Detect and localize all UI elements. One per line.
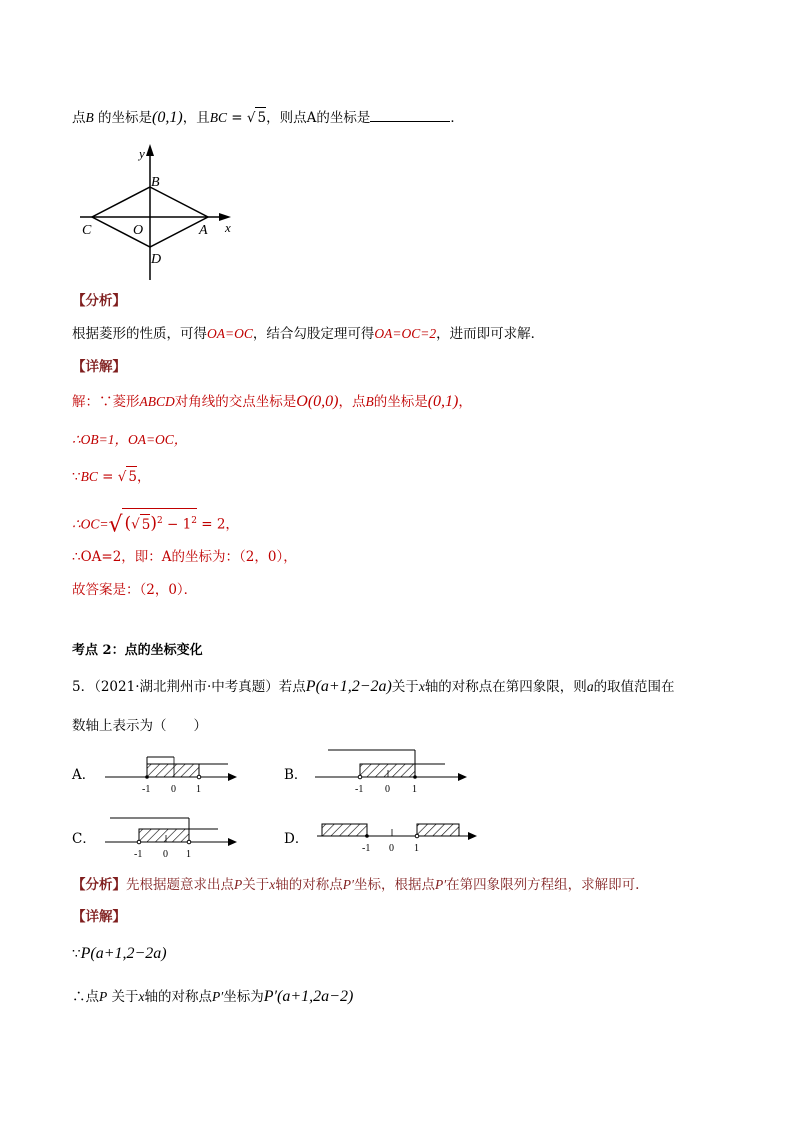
tick-label: 0 xyxy=(171,784,176,795)
arrow-icon xyxy=(458,773,467,781)
q4-text: 点 xyxy=(72,110,86,126)
text: ， xyxy=(136,469,151,485)
text: 对角线的交点坐标是 xyxy=(174,394,297,410)
q4-eq: = xyxy=(226,110,247,126)
tick-label: 1 xyxy=(196,784,201,795)
text: O xyxy=(296,393,308,410)
text: x xyxy=(269,877,276,892)
arrow-icon xyxy=(228,838,237,846)
text: (a+1,2a−2) xyxy=(277,988,354,1005)
q4-bc: BC xyxy=(209,110,227,125)
sqrt-icon: √ xyxy=(117,469,127,485)
detail1-line3 xyxy=(72,466,150,487)
option-a-numberline xyxy=(100,747,240,797)
tick-label: -1 xyxy=(134,849,143,860)
option-a-label: A． xyxy=(72,767,96,783)
text: 关于 xyxy=(107,989,139,1005)
tick-label: 1 xyxy=(186,849,191,860)
text: ，点 xyxy=(338,394,366,410)
text: (0,1) xyxy=(427,393,459,410)
red-text: OA=OC xyxy=(207,326,253,341)
q4-text: 的坐标是 xyxy=(93,110,153,126)
text: P xyxy=(99,989,108,1004)
analysis-tag: 【分析】 xyxy=(72,877,126,893)
red-text: OA=OC=2 xyxy=(374,326,437,341)
hatched-region-left xyxy=(322,824,367,836)
text: 关于 xyxy=(242,877,270,893)
label-c: C xyxy=(82,223,92,238)
tick-label: 1 xyxy=(414,843,419,854)
hatched-region xyxy=(139,829,189,842)
text: = 2 xyxy=(196,516,226,533)
detail2-line1 xyxy=(72,944,167,964)
tick-label: -1 xyxy=(355,784,364,795)
text: 解：∵菱形 xyxy=(72,394,140,410)
label-b: B xyxy=(151,175,160,190)
text: 轴的对称点 xyxy=(275,877,343,893)
option-b-label: B． xyxy=(284,767,308,783)
text: P′ xyxy=(212,989,224,1004)
sqrt-icon: √ xyxy=(108,512,123,538)
text: 坐标为 xyxy=(223,989,264,1005)
tick-label: 1 xyxy=(412,784,417,795)
text: ， xyxy=(225,516,239,533)
text: BC xyxy=(80,469,98,484)
text: P′ xyxy=(342,877,354,892)
detail2-line2 xyxy=(72,987,353,1007)
text: 5 xyxy=(126,466,137,487)
sqrt-icon: √ xyxy=(246,110,256,126)
text: 在第四象限列方程组，求解即可. xyxy=(446,877,640,893)
analysis1-text xyxy=(72,324,544,344)
tick-label: -1 xyxy=(362,843,371,854)
label-y: y xyxy=(139,146,145,161)
text: x xyxy=(418,679,425,694)
option-c-numberline xyxy=(100,812,240,862)
y-axis-arrow-icon xyxy=(146,144,154,156)
hatched-region xyxy=(147,764,199,777)
q4-point-b: B xyxy=(85,110,94,125)
detail1-line4 xyxy=(72,508,239,536)
answer-blank xyxy=(370,109,450,122)
text: P xyxy=(80,945,91,962)
text: ， xyxy=(458,394,472,410)
detail-tag: 【详解】 xyxy=(72,909,126,925)
sqrt-icon: √ xyxy=(131,516,140,533)
option-d-label: D． xyxy=(284,831,309,847)
text: 轴的对称点在第四象限，则 xyxy=(424,679,587,695)
label-x: x xyxy=(225,220,231,235)
text: 2 xyxy=(191,516,197,526)
arrow-icon xyxy=(468,832,477,840)
analysis2-line xyxy=(72,875,639,895)
text: P xyxy=(234,877,243,892)
text: 的取值范围在 xyxy=(593,679,675,695)
tick-label: -1 xyxy=(142,784,151,795)
text: 根据菱形的性质，可得 xyxy=(72,326,207,342)
text: ∴OC= xyxy=(72,516,109,532)
option-b-numberline xyxy=(310,740,470,797)
tick-label: 0 xyxy=(389,843,394,854)
analysis-tag: 【分析】 xyxy=(72,293,126,309)
text: P xyxy=(305,678,316,695)
text: 5．（2021·湖北荆州市·中考真题）若点 xyxy=(72,679,306,695)
text: 坐标，根据点 xyxy=(353,877,435,893)
text: ABCD xyxy=(139,394,175,409)
text: 的坐标是 xyxy=(373,394,428,410)
text: ，结合勾股定理可得 xyxy=(252,326,375,342)
text: 2 xyxy=(156,516,163,526)
text: − 1 xyxy=(162,516,192,533)
tick-label: 0 xyxy=(385,784,390,795)
option-d-numberline xyxy=(312,812,482,862)
detail1-line6: 故答案是：（2，0）． xyxy=(72,582,198,598)
q4-text: ，则点A的坐标是 xyxy=(266,110,371,126)
text: 先根据题意求出点 xyxy=(126,877,234,893)
q4-text: ，且 xyxy=(182,110,210,126)
text: (a+1,2−2a) xyxy=(315,678,392,695)
q4-sqrt5: 5 xyxy=(255,107,266,128)
text: = xyxy=(97,469,118,485)
tick-label: 0 xyxy=(163,849,168,860)
label-o: O xyxy=(133,223,144,238)
hatched-region xyxy=(360,764,415,777)
q4-line xyxy=(72,107,464,128)
q4-text: ． xyxy=(450,110,464,126)
detail1-line5: ∴OA=2，即：A的坐标为：（2，0）， xyxy=(72,549,297,565)
text: P′ xyxy=(434,877,447,892)
rhombus-diagram xyxy=(75,140,245,285)
text: (0,0) xyxy=(307,393,339,410)
text: B xyxy=(365,394,374,409)
text: 轴的对称点 xyxy=(144,989,213,1005)
text: P′ xyxy=(263,988,278,1005)
text: ，进而即可求解． xyxy=(436,326,545,342)
label-a: A xyxy=(199,223,208,238)
section-title: 考点 2：点的坐标变化 xyxy=(72,643,203,658)
label-d: D xyxy=(151,252,162,267)
text: a xyxy=(586,679,594,694)
arrow-icon xyxy=(228,773,237,781)
hatched-region-right xyxy=(417,824,459,836)
q5-line2: 数轴上表示为（ ） xyxy=(72,718,207,734)
detail1-line1 xyxy=(72,392,472,412)
text: ∵ xyxy=(72,946,81,962)
text: 5 xyxy=(140,514,151,535)
q5-line1 xyxy=(72,677,675,697)
option-c-label: C． xyxy=(72,831,96,847)
q4-b-coord: (0,1) xyxy=(152,109,183,126)
detail1-line2: ∴OB=1，OA=OC， xyxy=(72,432,188,447)
text: x xyxy=(138,989,145,1004)
text: ∵ xyxy=(72,469,81,485)
text: 关于 xyxy=(391,679,419,695)
text: ∴点 xyxy=(72,989,99,1005)
detail-tag: 【详解】 xyxy=(72,359,126,375)
text: (a+1,2−2a) xyxy=(90,945,167,962)
sqrt-body: (√ $5)^2 - 1^2$ xyxy=(122,508,196,535)
